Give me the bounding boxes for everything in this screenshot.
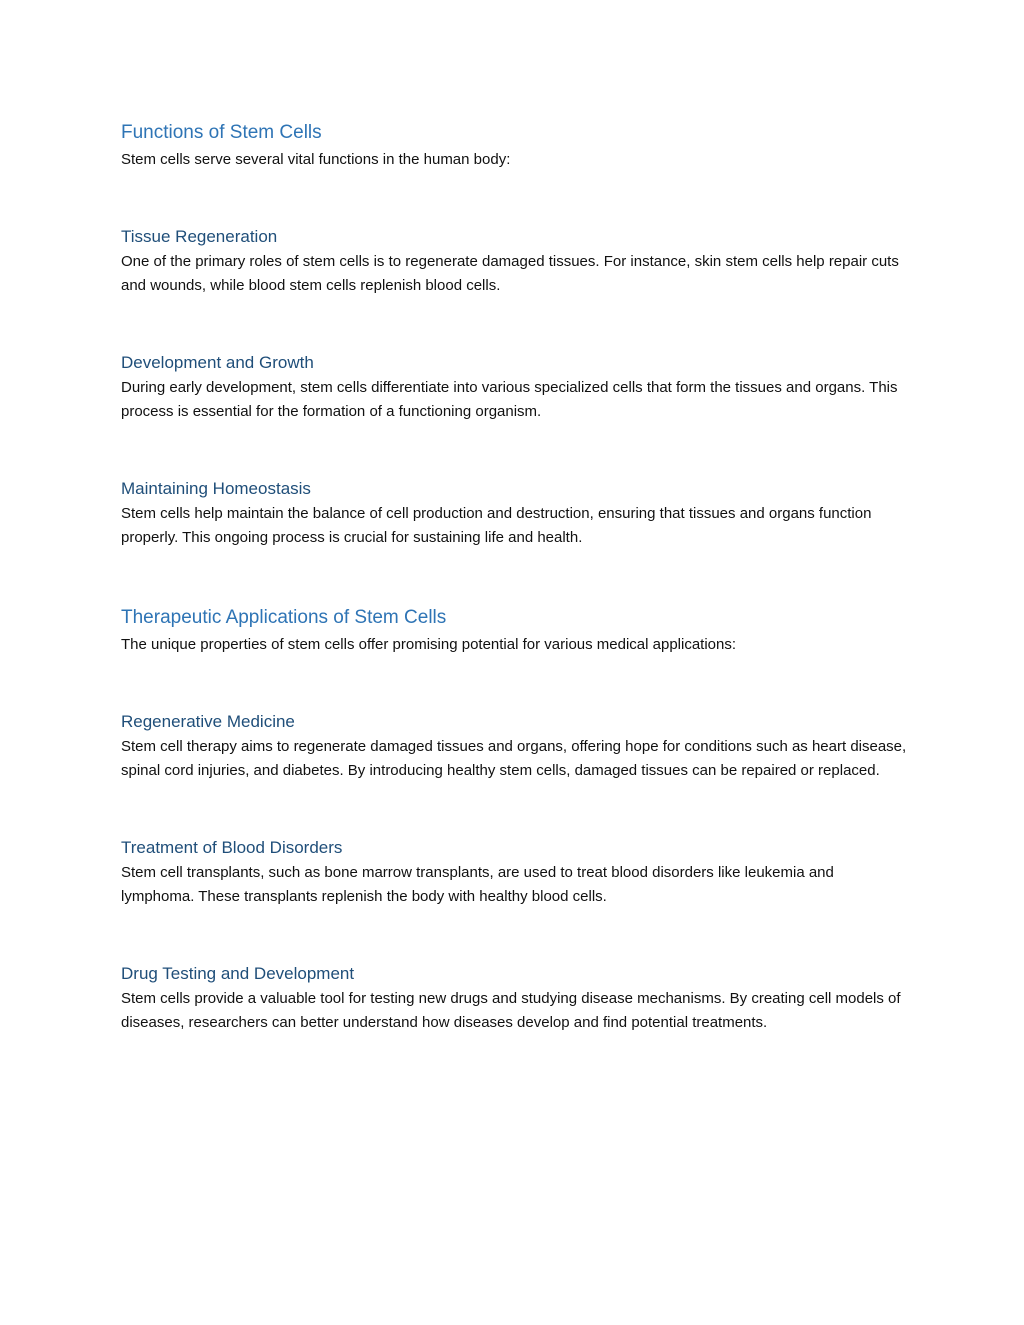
section-therapeutic-applications: [121, 603, 911, 1035]
subsection-heading: Development and Growth: [121, 353, 314, 372]
subsection-development-growth: [121, 350, 911, 424]
subsection-heading: Regenerative Medicine: [121, 712, 295, 731]
subsection-body: During early development, stem cells differentiate into various specialized cells that form the tissues and organs. This process is essential for the formation of a functioning organism.: [121, 379, 898, 420]
subsection-body: Stem cell transplants, such as bone marrow transplants, are used to treat blood disorders like leukemia and lymphoma. These transplants replenish the body with healthy blood cells.: [121, 864, 834, 905]
subsection-heading: Tissue Regeneration: [121, 227, 278, 246]
subsection-heading: Treatment of Blood Disorders: [121, 838, 343, 857]
subsection-heading: Maintaining Homeostasis: [121, 479, 311, 498]
section-heading: Functions of Stem Cells: [121, 122, 322, 143]
subsection-regenerative-medicine: [121, 709, 911, 783]
subsection-body: Stem cells provide a valuable tool for testing new drugs and studying disease mechanisms. By creating cell models of diseases, researchers can better understand how diseases develop and find potential treatments.: [121, 990, 901, 1031]
section-heading: Therapeutic Applications of Stem Cells: [121, 607, 447, 628]
document-page: [121, 118, 911, 1035]
subsection-heading: Drug Testing and Development: [121, 964, 355, 983]
section-intro: Stem cells serve several vital functions in the human body:: [121, 151, 511, 168]
subsection-tissue-regeneration: [121, 224, 911, 298]
subsection-body: One of the primary roles of stem cells is to regenerate damaged tissues. For instance, skin stem cells help repair cuts and wounds, while blood stem cells replenish blood cells.: [121, 253, 899, 294]
subsection-treatment-blood-disorders: [121, 835, 911, 909]
subsection-body: Stem cell therapy aims to regenerate damaged tissues and organs, offering hope for conditions such as heart disease, spinal cord injuries, and diabetes. By introducing healthy stem cells, damaged tissues can be repaired or replaced.: [121, 738, 907, 779]
subsection-maintaining-homeostasis: [121, 476, 911, 550]
section-intro: The unique properties of stem cells offer promising potential for various medical applications:: [121, 636, 737, 653]
section-functions: [121, 118, 911, 550]
subsection-drug-testing-development: [121, 961, 911, 1035]
subsection-body: Stem cells help maintain the balance of cell production and destruction, ensuring that tissues and organs function properly. This ongoing process is crucial for sustaining life and health.: [121, 505, 872, 546]
